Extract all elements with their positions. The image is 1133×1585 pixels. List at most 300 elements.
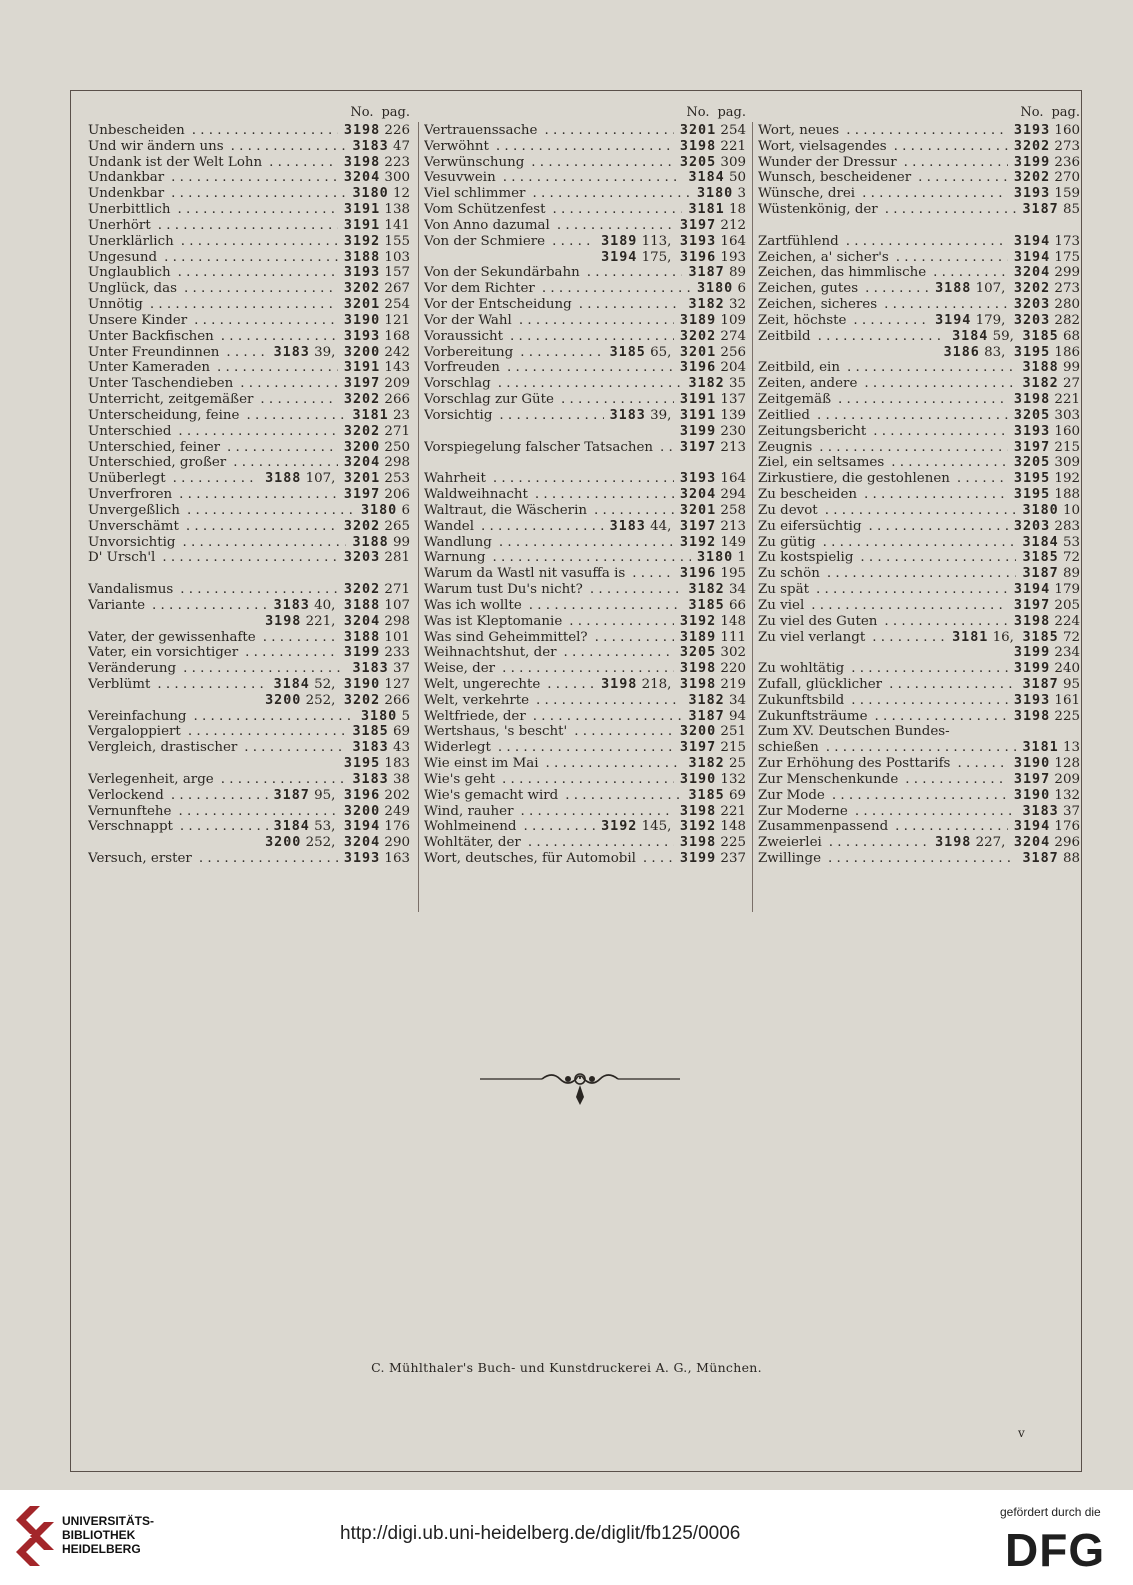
entry-title (424, 376, 682, 392)
entry-title-text: Viel schlimmer (424, 186, 528, 201)
page-number: 215 (716, 740, 746, 756)
entry-title-text: Weihnachtshut, der (424, 645, 560, 660)
entry-refs (682, 170, 746, 186)
pag-label: pag. (1051, 105, 1080, 120)
index-entry (758, 566, 1080, 582)
entry-title-text: Unüberlegt (88, 471, 169, 486)
entry-title-text: Verblümt (88, 677, 153, 692)
issue-number: 3194 (1013, 819, 1051, 835)
entry-title (88, 804, 338, 820)
issue-number: 3181 (952, 629, 989, 645)
entry-title (758, 329, 946, 345)
entry-title-text: Ziel, ein seltsames (758, 455, 887, 470)
index-entry (88, 772, 410, 788)
entry-title-text: Wort, neues (758, 123, 842, 138)
entry-title (88, 424, 338, 440)
entry-title (424, 139, 674, 155)
page-number: 254 (380, 297, 410, 313)
page-number: 161 (1050, 692, 1080, 708)
entry-refs (1008, 123, 1080, 139)
issue-number: 3192 (343, 233, 381, 249)
entry-title-text: Zu devot (758, 503, 821, 518)
issue-number: 3202 (343, 281, 381, 297)
issue-number: 3189 (601, 233, 638, 249)
page-number: 38 (388, 771, 410, 787)
page-number: 6 (397, 502, 410, 518)
entry-title (424, 234, 595, 250)
entry-refs (338, 392, 410, 408)
blank-line (424, 455, 746, 471)
entry-refs (595, 677, 746, 693)
index-entry (88, 788, 410, 804)
issue-number: 3184 (688, 170, 725, 186)
entry-refs (674, 835, 746, 851)
issue-number: 3187 (1022, 851, 1059, 867)
index-entry (424, 424, 746, 440)
issue-number: 3194 (343, 819, 381, 835)
entry-refs (674, 503, 746, 519)
entry-title (88, 281, 338, 297)
entry-refs (1008, 645, 1080, 661)
page-number: 50 (724, 170, 746, 186)
issue-number: 3192 (601, 819, 638, 835)
issue-number: 3194 (1013, 249, 1051, 265)
entry-title (424, 440, 674, 456)
index-entry (758, 297, 1080, 313)
entry-refs (338, 329, 410, 345)
index-entry (758, 740, 1080, 756)
index-entry (88, 519, 410, 535)
index-entry (88, 677, 410, 693)
page-number: 176 (1050, 819, 1080, 835)
issue-number: 3197 (679, 439, 717, 455)
entry-refs (1008, 756, 1080, 772)
entry-title-text: Vater, ein vorsichtiger (88, 645, 241, 660)
page-number: 271 (380, 582, 410, 598)
page-number: 143 (380, 360, 410, 376)
entry-refs (1016, 535, 1080, 551)
entry-title (758, 661, 1008, 677)
page-number: 34 (724, 582, 746, 598)
page-number: 89 (1058, 566, 1080, 582)
entry-title-text: Zeichen, sicheres (758, 297, 880, 312)
page-number: 188 (1050, 487, 1080, 503)
entry-title (758, 740, 1016, 756)
entry-refs (682, 709, 746, 725)
page-number: 44, (645, 518, 672, 534)
entry-title-text: Wort, deutsches, für Automobil (424, 851, 639, 866)
entry-refs (346, 724, 410, 740)
index-entry (424, 345, 746, 361)
entry-title-text: Waltraut, die Wäscherin (424, 503, 590, 518)
page-number: 137 (716, 392, 746, 408)
source-url-link[interactable]: http://digi.ub.uni-heidelberg.de/diglit/fb125/0006 (340, 1523, 741, 1544)
issue-number: 3195 (1013, 487, 1051, 503)
entry-title-text: Vertrauenssache (424, 123, 540, 138)
entry-title-text: Verlockend (88, 788, 167, 803)
entry-title (88, 123, 338, 139)
index-entry (424, 503, 746, 519)
page-number: 212 (716, 217, 746, 233)
entry-title-text: Vater, der gewissenhafte (88, 630, 259, 645)
issue-number: 3198 (935, 835, 972, 851)
entry-title-text: Vergaloppiert (88, 724, 184, 739)
entry-title-text: Zu bescheiden (758, 487, 860, 502)
index-entry (424, 392, 746, 408)
issue-number: 3181 (352, 407, 389, 423)
entry-title (88, 186, 346, 202)
issue-number: 3204 (343, 835, 381, 851)
issue-number: 3198 (1013, 613, 1051, 629)
page-number: 83, (979, 344, 1006, 360)
issue-number: 3193 (1013, 423, 1051, 439)
entry-title (88, 202, 338, 218)
index-entry (758, 155, 1080, 171)
page-number: 250 (380, 439, 410, 455)
entry-title (88, 709, 355, 725)
entry-title-text: Wahrheit (424, 471, 489, 486)
blank-line (758, 218, 1080, 234)
index-entry (758, 819, 1080, 835)
issue-number: 3194 (1013, 233, 1051, 249)
entry-refs (674, 645, 746, 661)
entry-title-text: Wort, vielsagendes (758, 139, 890, 154)
issue-number: 3204 (1013, 835, 1051, 851)
index-entry (88, 598, 410, 614)
entry-title-text: Unvergeßlich (88, 503, 183, 518)
issue-number: 3188 (265, 471, 302, 487)
issue-number: 3196 (679, 249, 717, 265)
entry-title (758, 835, 929, 851)
issue-number: 3202 (1013, 281, 1051, 297)
entry-title (758, 186, 1008, 202)
index-entry (424, 234, 746, 250)
library-name[interactable] (62, 1514, 154, 1556)
entry-refs (1016, 376, 1080, 392)
page-number: 16, (988, 629, 1014, 645)
entry-title (424, 550, 691, 566)
entry-title (424, 535, 674, 551)
entry-title-text: Vergleich, drastischer (88, 740, 240, 755)
page-number: 132 (716, 771, 746, 787)
index-entry (88, 645, 410, 661)
page-number: 303 (1050, 407, 1080, 423)
issue-number: 3183 (1022, 803, 1059, 819)
page-number: 128 (1050, 756, 1080, 772)
issue-number: 3200 (679, 724, 717, 740)
entry-title-text: Ungesund (88, 250, 160, 265)
entry-title (88, 645, 338, 661)
page-number: 95 (1058, 676, 1080, 692)
entry-title-text: Vesuvwein (424, 170, 499, 185)
issue-number: 3197 (679, 740, 717, 756)
issue-number: 3184 (952, 328, 989, 344)
index-entry (758, 535, 1080, 551)
entry-refs (338, 550, 410, 566)
issue-number: 3182 (688, 582, 725, 598)
entry-title-text: Unterschied (88, 424, 174, 439)
entry-title-text: Zeit, höchste (758, 313, 849, 328)
entry-refs (346, 772, 410, 788)
issue-number: 3183 (352, 771, 389, 787)
entry-title-text: Zur Menschenkunde (758, 772, 901, 787)
issue-number: 3197 (1013, 597, 1051, 613)
entry-title (424, 724, 674, 740)
index-entry (424, 218, 746, 234)
issue-number: 3202 (343, 582, 381, 598)
index-entry (424, 139, 746, 155)
entry-title (88, 582, 338, 598)
entry-refs (338, 250, 410, 266)
entry-refs (1008, 155, 1080, 171)
index-entry (424, 202, 746, 218)
entry-title-text: Was ist Kleptomanie (424, 614, 565, 629)
entry-title-text: Unglück, das (88, 281, 180, 296)
entry-title (88, 519, 338, 535)
issue-number: 3186 (943, 344, 980, 360)
entry-title-text: Welt, ungerechte (424, 677, 543, 692)
index-entry (758, 550, 1080, 566)
entry-refs (1016, 503, 1080, 519)
index-entry (424, 582, 746, 598)
index-entry (758, 598, 1080, 614)
entry-title (424, 392, 674, 408)
index-entry (88, 455, 410, 471)
issue-number: 3181 (1022, 740, 1059, 756)
entry-title-text: Unerbittlich (88, 202, 174, 217)
issue-number: 3191 (679, 392, 717, 408)
page-number: 95, (309, 787, 336, 803)
entry-title-text: Unterscheidung, feine (88, 408, 242, 423)
entry-title (758, 598, 1008, 614)
issue-number: 3183 (609, 518, 646, 534)
entry-title (758, 772, 1008, 788)
entry-title-text: Zeitlied (758, 408, 813, 423)
page-number: 266 (380, 392, 410, 408)
entry-refs (1008, 772, 1080, 788)
entry-refs (338, 804, 410, 820)
entry-title-text: D' Ursch'l (88, 550, 158, 565)
entry-refs (1016, 804, 1080, 820)
entry-title-text: schießen (758, 740, 822, 755)
entry-title-text: Undank ist der Welt Lohn (88, 155, 265, 170)
entry-title (758, 756, 1008, 772)
entry-title (88, 630, 338, 646)
entry-refs (938, 345, 1080, 361)
index-entry (88, 170, 410, 186)
index-entry (758, 376, 1080, 392)
entry-title (758, 630, 946, 646)
page-number: 215 (1050, 439, 1080, 455)
index-entry (758, 440, 1080, 456)
index-entry (424, 123, 746, 139)
entry-refs (1008, 250, 1080, 266)
entry-title (758, 424, 1008, 440)
index-entry (424, 614, 746, 630)
library-line-2: BIBLIOTHEK (62, 1528, 136, 1542)
page-number: 155 (380, 233, 410, 249)
index-entry (758, 345, 1080, 361)
entry-refs (1016, 202, 1080, 218)
entry-refs (338, 440, 410, 456)
entry-title-text: Warnung (424, 550, 488, 565)
entry-title-text: Vor dem Richter (424, 281, 538, 296)
entry-refs (338, 756, 410, 772)
index-entry (88, 503, 410, 519)
entry-title (758, 123, 1008, 139)
entry-title-text: Zeugnis (758, 440, 815, 455)
entry-title (424, 186, 691, 202)
entry-title-text: Zirkustiere, die gestohlenen (758, 471, 953, 486)
index-column-3 (758, 105, 1080, 867)
entry-refs (674, 329, 746, 345)
page-number: 35 (724, 376, 746, 392)
page-number: 294 (716, 487, 746, 503)
page-number: 225 (1050, 708, 1080, 724)
entry-title-text: Wind, rauher (424, 804, 516, 819)
entry-title (758, 724, 1074, 740)
page-number: 227, (971, 835, 1006, 851)
page-number: 145, (637, 819, 672, 835)
entry-refs (1016, 851, 1080, 867)
entry-title (88, 345, 268, 361)
index-entry (424, 281, 746, 297)
page-number: 221 (716, 138, 746, 154)
index-entry (758, 709, 1080, 725)
funded-by-caption: gefördert durch die (1000, 1505, 1101, 1519)
entry-refs (259, 614, 410, 630)
issue-number: 3204 (343, 455, 381, 471)
issue-number: 3204 (343, 613, 381, 629)
entry-refs (338, 455, 410, 471)
entry-refs (682, 582, 746, 598)
entry-refs (1008, 582, 1080, 598)
page-number: 32 (724, 297, 746, 313)
index-entry (88, 218, 410, 234)
entry-refs (691, 281, 746, 297)
no-label: No. (350, 105, 374, 120)
entry-title-text: Vandalismus (88, 582, 176, 597)
page-number: 164 (716, 233, 746, 249)
page-number: 299 (1050, 265, 1080, 281)
index-entry (88, 360, 410, 376)
issue-number: 3188 (343, 629, 381, 645)
page-number: 273 (1050, 138, 1080, 154)
entry-title-text: Vorschlag (424, 376, 494, 391)
entry-title-text: Zu kostspielig (758, 550, 856, 565)
index-entry (88, 614, 410, 630)
index-entry (88, 250, 410, 266)
entry-refs (259, 471, 410, 487)
library-line-1: UNIVERSITÄTS- (62, 1514, 155, 1528)
pag-label: pag. (717, 105, 746, 120)
page-number: 252, (301, 692, 336, 708)
page-number: 213 (716, 518, 746, 534)
index-entry (424, 709, 746, 725)
issue-number: 3204 (343, 170, 381, 186)
column-header (424, 105, 746, 123)
page-number: 251 (716, 724, 746, 740)
index-entry (424, 170, 746, 186)
page-number: 256 (716, 344, 746, 360)
entry-refs (1016, 360, 1080, 376)
entry-title (758, 376, 1016, 392)
entry-title (758, 440, 1008, 456)
university-logo-icon[interactable] (10, 1500, 62, 1572)
issue-number: 3190 (679, 771, 717, 787)
index-entry (758, 724, 1080, 740)
issue-number: 3190 (343, 676, 381, 692)
page-number: 253 (380, 471, 410, 487)
dfg-logo[interactable]: DFG (1005, 1524, 1106, 1576)
entry-title (88, 139, 346, 155)
issue-number: 3199 (1013, 661, 1051, 677)
issue-number: 3197 (343, 487, 381, 503)
entry-title (424, 851, 674, 867)
issue-number: 3198 (343, 123, 381, 138)
entry-title-text: Warum da Wastl nit vasuffa is (424, 566, 628, 581)
page-number: 6 (733, 281, 746, 297)
entry-title (88, 471, 259, 487)
entry-refs (338, 297, 410, 313)
entry-title-text: Zeitbild, ein (758, 360, 843, 375)
issue-number: 3185 (1022, 328, 1059, 344)
entry-title (88, 360, 338, 376)
issue-number: 3183 (352, 740, 389, 756)
index-entry (758, 693, 1080, 709)
entry-refs (259, 693, 410, 709)
index-entry (88, 835, 410, 851)
entry-title (424, 519, 604, 535)
entry-title-text: Warum tust Du's nicht? (424, 582, 586, 597)
entry-title-text: Was sind Geheimmittel? (424, 630, 591, 645)
page-number: 111 (716, 629, 746, 645)
issue-number: 3181 (688, 202, 725, 218)
entry-refs (346, 408, 410, 424)
page-number: 209 (1050, 771, 1080, 787)
index-entry (88, 819, 410, 835)
issue-number: 3205 (679, 154, 717, 170)
issue-number: 3198 (343, 154, 381, 170)
page-number: 234 (1050, 645, 1080, 661)
entry-title-text: Vorsichtig (424, 408, 495, 423)
index-entry (424, 677, 746, 693)
entry-title (758, 471, 1008, 487)
entry-title-text: Weltfriede, der (424, 709, 529, 724)
page-number: 107 (380, 597, 410, 613)
entry-title (424, 804, 674, 820)
entry-title-text: Wohltäter, der (424, 835, 524, 850)
entry-refs (355, 503, 410, 519)
page-number: 175 (1050, 249, 1080, 265)
page-number: 27 (1058, 376, 1080, 392)
entry-title (424, 598, 682, 614)
entry-refs (604, 345, 746, 361)
entry-refs (674, 772, 746, 788)
entry-title-text: Zeitungsbericht (758, 424, 869, 439)
page-number: 47 (388, 138, 410, 154)
entry-title (424, 281, 691, 297)
issue-number: 3183 (352, 661, 389, 677)
entry-title (88, 376, 338, 392)
page-number: 101 (380, 629, 410, 645)
entry-title-text: Unterschied, großer (88, 455, 229, 470)
entry-title (758, 139, 1008, 155)
entry-refs (604, 519, 746, 535)
entry-title-text: Unter Freundinnen (88, 345, 222, 360)
issue-number: 3185 (352, 724, 389, 740)
issue-number: 3185 (1022, 550, 1059, 566)
